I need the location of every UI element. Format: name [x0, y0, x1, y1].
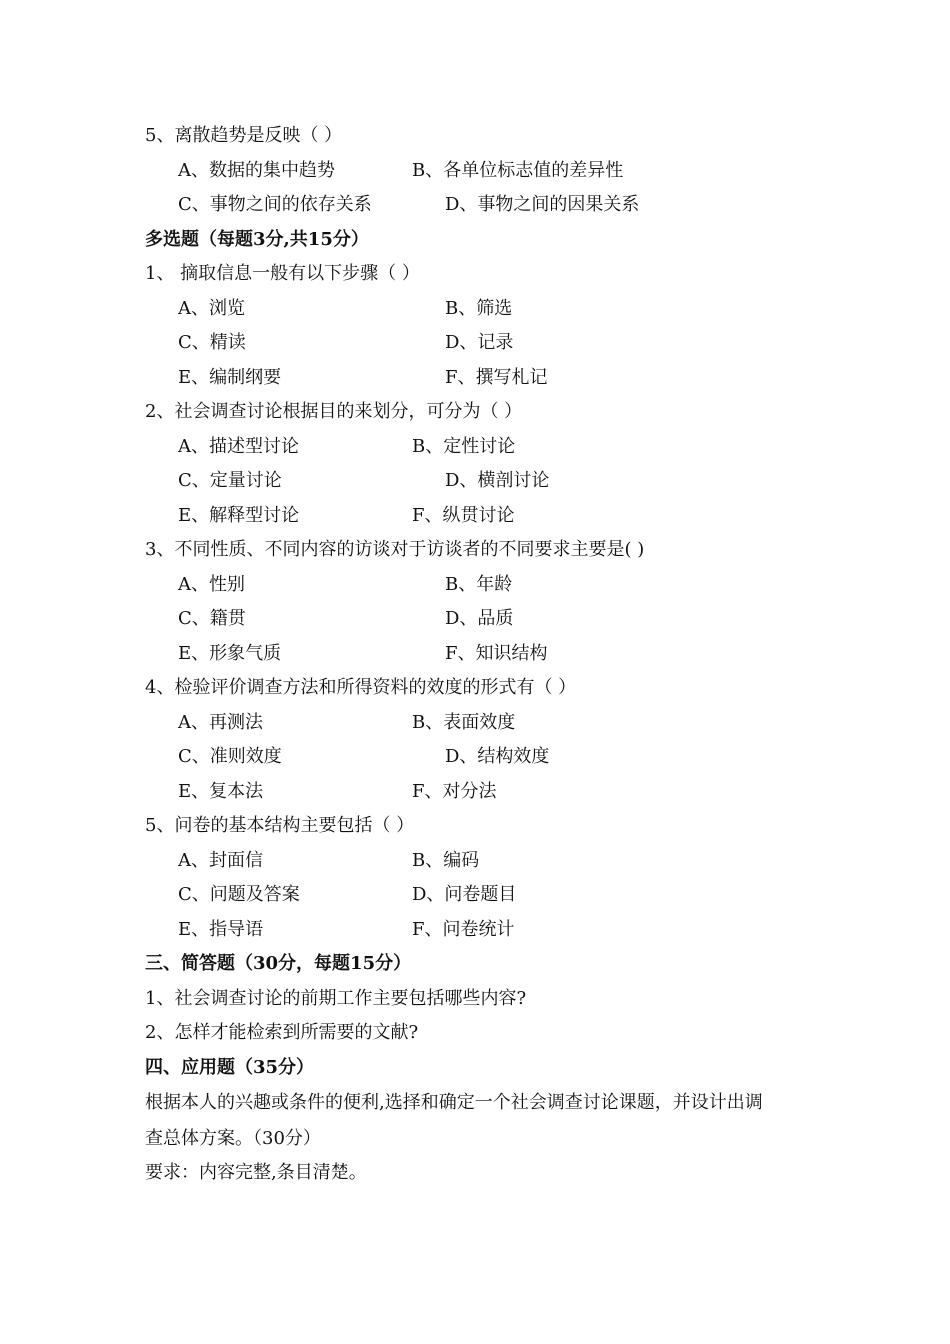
question-stem: 5、问卷的基本结构主要包括（ ） — [145, 815, 415, 836]
option-f: F、问卷统计 — [412, 919, 515, 940]
question-stem: 4、检验评价调查方法和所得资料的效度的形式有（ ） — [145, 677, 577, 698]
option-b: B、筛选 — [445, 298, 513, 319]
option-f: F、纵贯讨论 — [412, 505, 515, 526]
question-stem: 2、社会调查讨论根据目的来划分，可分为（ ） — [145, 401, 523, 422]
option-a: A、数据的集中趋势 — [178, 160, 335, 181]
option-d: D、品质 — [445, 608, 514, 629]
option-b: B、年龄 — [445, 574, 513, 595]
option-a: A、再测法 — [178, 712, 263, 733]
option-d: D、事物之间的因果关系 — [445, 194, 640, 215]
option-e: E、指导语 — [178, 919, 264, 940]
question-stem: 5、离散趋势是反映（ ） — [145, 125, 343, 146]
option-e: E、形象气质 — [178, 643, 282, 664]
question-stem: 3、不同性质、不同内容的访谈对于访谈者的不同要求主要是( ) — [145, 539, 645, 560]
option-a: A、浏览 — [178, 298, 245, 319]
option-c: C、精读 — [178, 332, 246, 353]
option-d: D、记录 — [445, 332, 514, 353]
option-f: F、对分法 — [412, 781, 497, 802]
short-question: 2、怎样才能检索到所需要的文献? — [145, 1022, 419, 1043]
option-f: F、撰写札记 — [445, 367, 548, 388]
option-e: E、解释型讨论 — [178, 505, 300, 526]
option-a: A、描述型讨论 — [178, 436, 299, 457]
option-c: C、事物之间的依存关系 — [178, 194, 372, 215]
section-heading-multi: 多选题（每题3分,共15分） — [145, 229, 369, 250]
option-c: C、问题及答案 — [178, 884, 300, 905]
option-e: E、编制纲要 — [178, 367, 282, 388]
apply-text-line: 查总体方案。（30分） — [145, 1128, 321, 1149]
section-heading-apply: 四、应用题（35分） — [145, 1057, 315, 1078]
section-heading-short: 三、简答题（30分，每题15分） — [145, 953, 412, 974]
apply-text-line: 根据本人的兴趣或条件的便利,选择和确定一个社会调查讨论课题，并设计出调 — [145, 1092, 763, 1113]
question-stem: 1、 摘取信息一般有以下步骤（ ） — [145, 263, 420, 284]
option-c: C、准则效度 — [178, 746, 282, 767]
option-a: A、性别 — [178, 574, 245, 595]
option-b: B、编码 — [412, 850, 480, 871]
option-f: F、知识结构 — [445, 643, 548, 664]
option-d: D、问卷题目 — [412, 884, 517, 905]
option-e: E、复本法 — [178, 781, 264, 802]
option-b: B、定性讨论 — [412, 436, 516, 457]
option-d: D、横剖讨论 — [445, 470, 550, 491]
apply-requirement: 要求：内容完整,条目清楚。 — [145, 1162, 367, 1183]
option-a: A、封面信 — [178, 850, 263, 871]
option-b: B、表面效度 — [412, 712, 516, 733]
option-b: B、各单位标志值的差异性 — [412, 160, 624, 181]
option-d: D、结构效度 — [445, 746, 550, 767]
option-c: C、籍贯 — [178, 608, 246, 629]
option-c: C、定量讨论 — [178, 470, 282, 491]
short-question: 1、社会调查讨论的前期工作主要包括哪些内容? — [145, 988, 527, 1009]
